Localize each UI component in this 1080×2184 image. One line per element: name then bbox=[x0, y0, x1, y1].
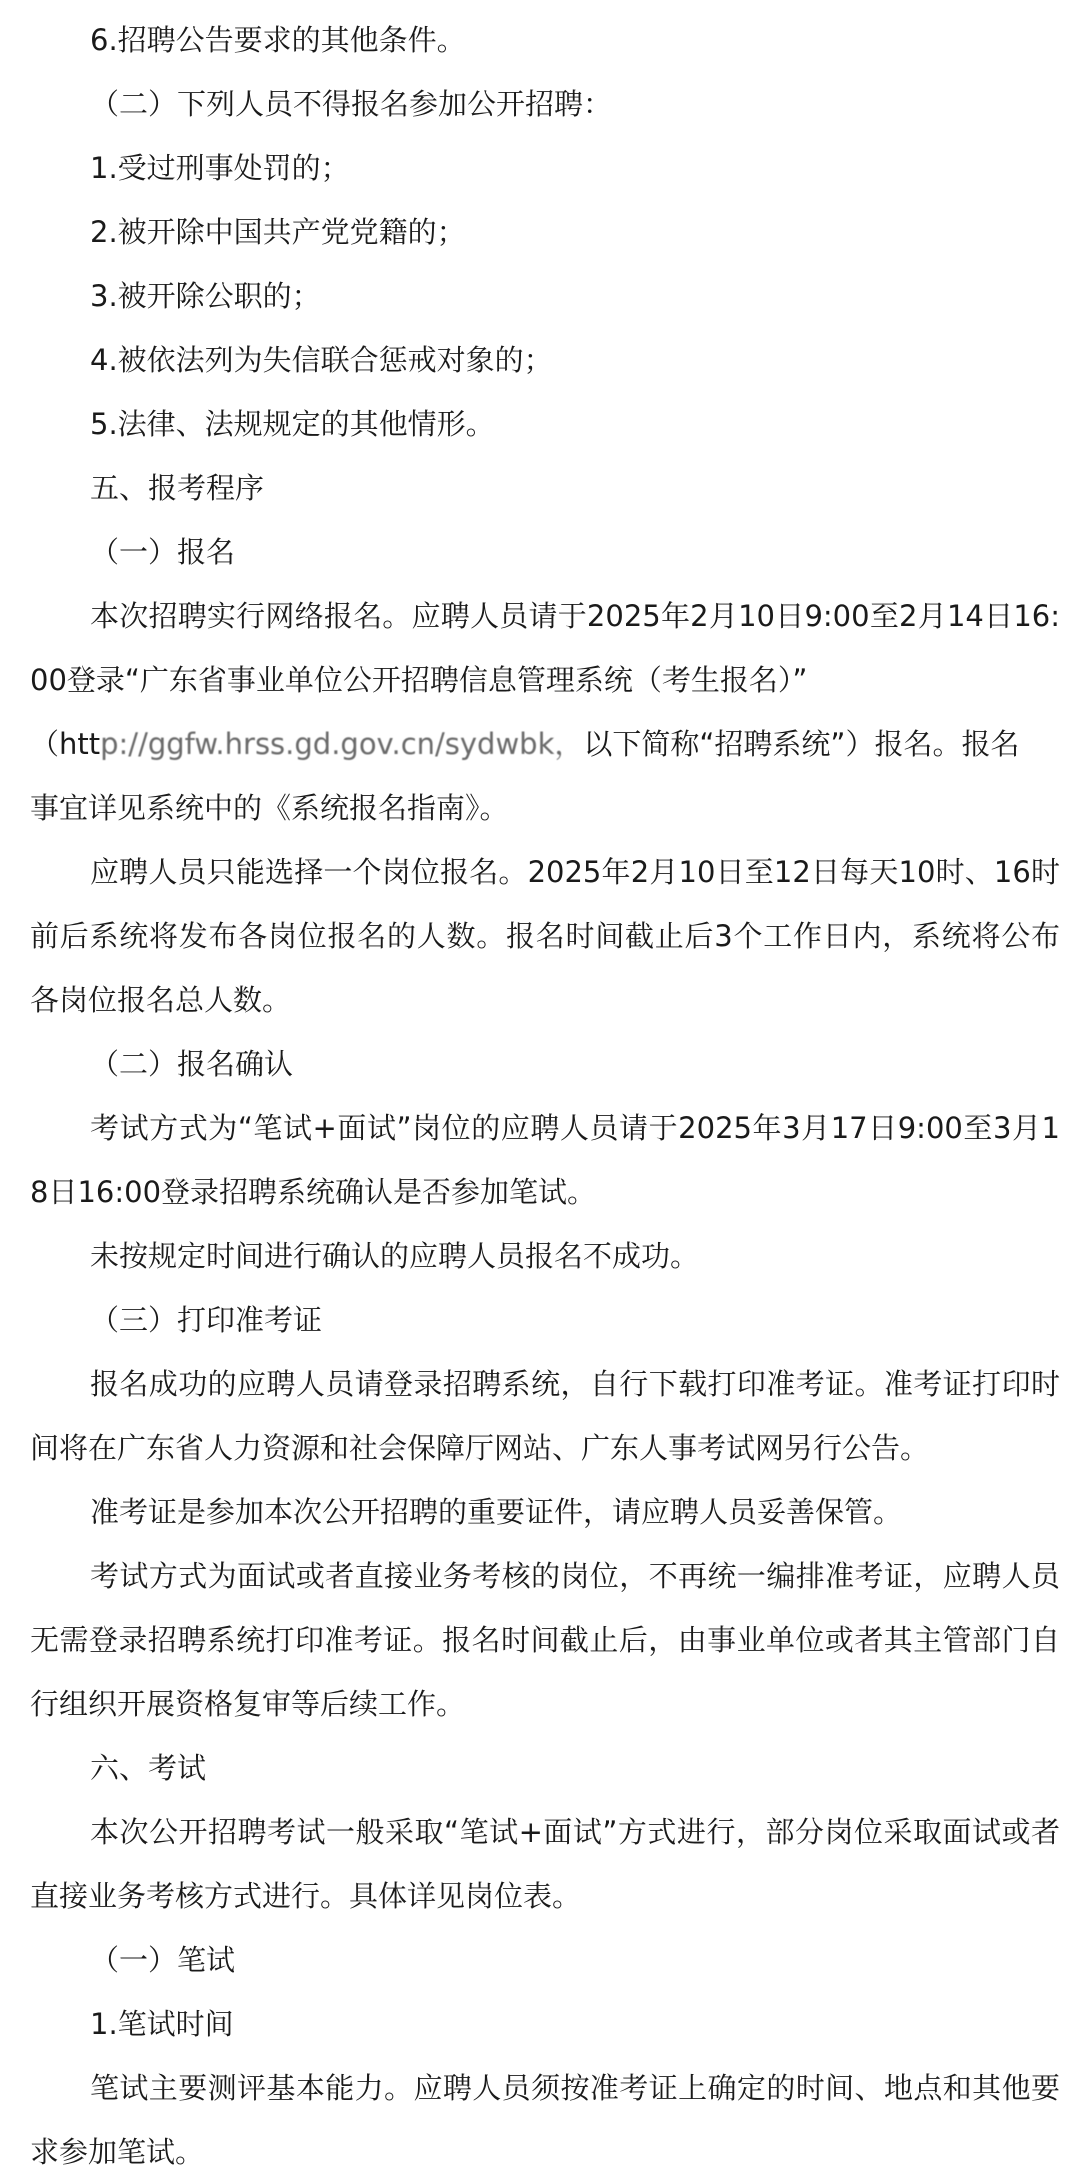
subheading-admission-ticket: （三）打印准考证 bbox=[90, 1303, 323, 1337]
list-item-5: 5.法律、法规规定的其他情形。 bbox=[90, 407, 495, 441]
subheading-confirmation: （二）报名确认 bbox=[90, 1047, 294, 1081]
section-heading-procedure: 五、报考程序 bbox=[90, 471, 265, 505]
registration-guide: 事宜详见系统中的《系统报名指南》。 bbox=[30, 791, 509, 825]
paragraph-print-ticket: 报名成功的应聘人员请登录招聘系统，自行下载打印准考证。准考证打印时间将在广东省人力资源和社会保障厅网站、广东人事考试网另行公告。 bbox=[30, 1367, 1060, 1465]
section-heading-exam: 六、考试 bbox=[90, 1751, 207, 1785]
list-item-1: 1.受过刑事处罚的； bbox=[90, 151, 350, 185]
paragraph-unconfirmed: 未按规定时间进行确认的应聘人员报名不成功。 bbox=[90, 1239, 700, 1273]
subheading-written-exam: （一）笔试 bbox=[90, 1943, 236, 1977]
url-prefix: （htt bbox=[30, 727, 101, 761]
paragraph-interview-posts: 考试方式为面试或者直接业务考核的岗位，不再统一编排准考证，应聘人员无需登录招聘系统打印准考证。报名时间截止后，由事业单位或者其主管部门自行组织开展资格复审等后续工作。 bbox=[30, 1559, 1060, 1721]
paragraph-confirmation: 考试方式为“笔试+面试”岗位的应聘人员请于2025年3月17日9:00至3月18日16:00登录招聘系统确认是否参加笔试。 bbox=[30, 1111, 1060, 1209]
url-suffix: 以下简称“招聘系统”）报名。报名 bbox=[583, 727, 1020, 761]
list-item-3: 3.被开除公职的； bbox=[90, 279, 321, 313]
item-written-exam-time: 1.笔试时间 bbox=[90, 2007, 234, 2041]
paragraph-registration bbox=[30, 584, 1060, 840]
paragraph-ticket-important: 准考证是参加本次公开招聘的重要证件，请应聘人员妥善保管。 bbox=[90, 1495, 903, 1529]
paragraph-single-post: 应聘人员只能选择一个岗位报名。2025年2月10日至12日每天10时、16时前后系统将发布各岗位报名的人数。报名时间截止后3个工作日内，系统将公布各岗位报名总人数。 bbox=[30, 855, 1060, 1017]
document-body bbox=[30, 8, 1060, 2184]
heading-ineligible: （二）下列人员不得报名参加公开招聘： bbox=[90, 87, 613, 121]
paragraph-exam-method: 本次公开招聘考试一般采取“笔试+面试”方式进行，部分岗位采取面试或者直接业务考核方式进行。具体详见岗位表。 bbox=[30, 1815, 1060, 1913]
registration-text: 本次招聘实行网络报名。应聘人员请于2025年2月10日9:00至2月14日16:00登录“广东省事业单位公开招聘信息管理系统（考生报名）” bbox=[30, 599, 1060, 697]
list-item-2: 2.被开除中国共产党党籍的； bbox=[90, 215, 466, 249]
paragraph-conditions-6: 6.招聘公告要求的其他条件。 bbox=[90, 23, 466, 57]
subheading-registration: （一）报名 bbox=[90, 535, 236, 569]
url-obscured: p://ggfw.hrss.gd.gov.cn/sydwbk， bbox=[100, 727, 584, 761]
list-item-4: 4.被依法列为失信联合惩戒对象的； bbox=[90, 343, 553, 377]
paragraph-written-exam: 笔试主要测评基本能力。应聘人员须按准考证上确定的时间、地点和其他要求参加笔试。 bbox=[30, 2071, 1060, 2169]
